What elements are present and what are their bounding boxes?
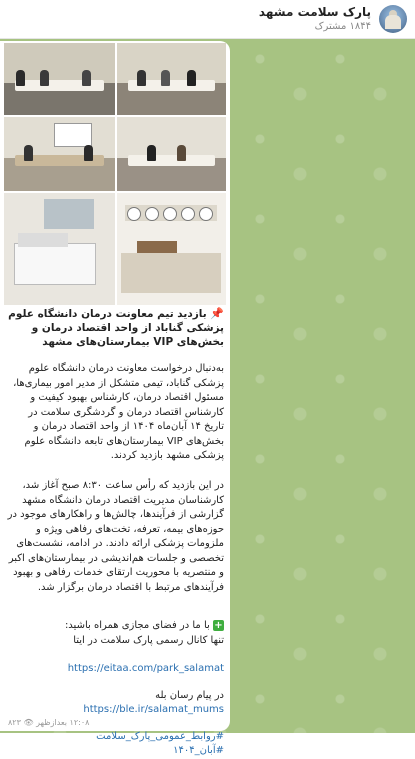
photo-album[interactable] <box>4 43 226 305</box>
photo-1[interactable] <box>117 43 226 115</box>
photo-5[interactable] <box>117 193 226 305</box>
view-count: ۸۲۳ <box>8 718 21 727</box>
post-paragraph-1: به‌دنبال درخواست معاونت درمان دانشگاه علوم پزشکی گناباد، تیمی متشکل از مدیر امور بیماری‌ها، مسئول اقتصاد درمان، کارشناس بهبود کیفیت و کارشناس اقتصاد درمان و گردشگری سلامت در تاریخ ۱۴ آبان‌ماه ۱۴۰۴ از واحد اقتصاد درمان و بخش‌های VIP بیمارستان‌های تابعه دانشگاه علوم پزشکی مشهد بازدید کردند. <box>13 363 224 461</box>
eye-icon: 👁 <box>23 718 34 727</box>
plus-icon: + <box>214 619 223 631</box>
hashtag-2[interactable]: #آبان_۱۴۰۴ <box>173 745 224 756</box>
pin-icon: 📌 <box>210 307 224 320</box>
subscriber-count: ۱۸۴۴ مشترک <box>314 21 371 32</box>
bale-line: در پیام رسان بله <box>155 690 224 701</box>
channel-name[interactable]: پارک سلامت مشهد <box>258 5 371 19</box>
join-block <box>6 619 224 634</box>
post-headline <box>6 307 224 349</box>
photo-4[interactable] <box>4 117 115 191</box>
channel-header[interactable] <box>0 0 415 39</box>
join-line-2: تنها کانال رسمی پارک سلامت در ایتا <box>73 635 224 646</box>
channel-avatar-icon[interactable] <box>379 5 407 33</box>
hashtag-1[interactable]: #روابط_عمومی_پارک_سلامت <box>96 731 224 742</box>
bale-link[interactable]: https://ble.ir/salamat_mums <box>83 704 224 715</box>
photo-2[interactable] <box>4 43 115 115</box>
message-meta <box>8 718 89 727</box>
post-paragraph-2: در این بازدید که رأس ساعت ۸:۳۰ صبح آغاز شد، کارشناسان مدیریت اقتصاد درمان دانشگاه مشهد گزارشی از فرآیندها، چالش‌ها و راهکارهای موجود در حوزه‌های بیمه، تعرفه، تخت‌های رفاهی ویژه و ملزومات پزشکی ارائه دادند. در ادامه، نشست‌های تخصصی و جلسات هم‌اندیشی در بیمارستان‌های اکبر و منتصریه با محوریت ارتقای خدمات رفاهی و بهبود فرآیندهای مرتبط با اقتصاد درمان برگزار شد. <box>7 480 224 593</box>
join-line-1: با ما در فضای مجازی همراه باشید: <box>64 620 210 631</box>
message-bubble[interactable] <box>0 41 230 756</box>
eitaa-link[interactable]: https://eitaa.com/park_salamat <box>67 663 224 674</box>
photo-3[interactable] <box>117 117 226 191</box>
message-time: ۱۲:۰۸ بعدازظهر <box>36 718 90 727</box>
photo-6[interactable] <box>4 193 115 305</box>
post-headline-text: بازدید تیم معاونت درمان دانشگاه علوم پزشکی گناباد از واحد اقتصاد درمان و بخش‌های VIP بیمارستان‌های مشهد <box>8 308 224 348</box>
